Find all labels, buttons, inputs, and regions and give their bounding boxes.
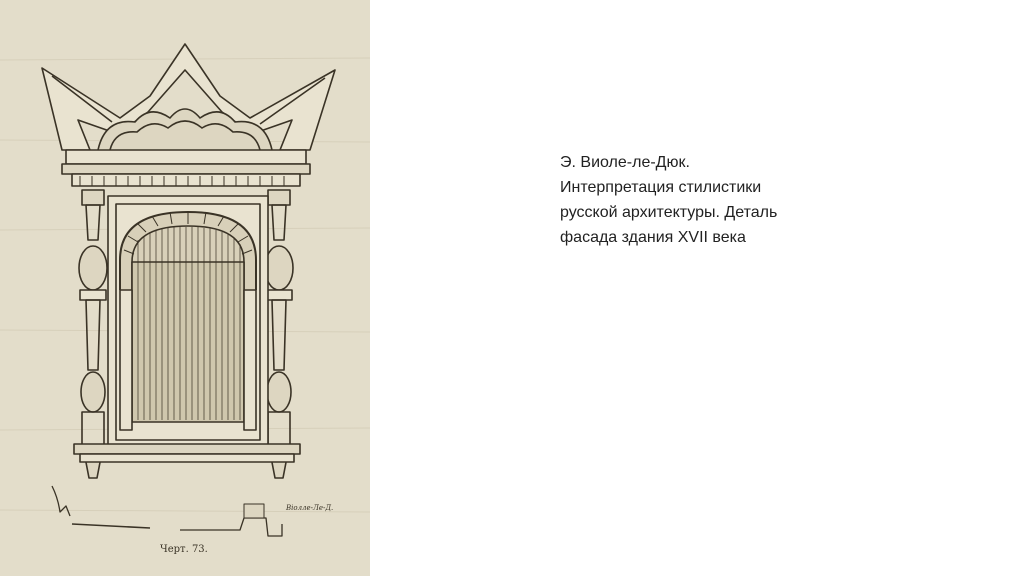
plate-label: Черт. 73. <box>160 544 208 555</box>
artist-signature: Вiоллe-Ле-Д. <box>286 504 334 512</box>
caption-line-2: русской архитектуры. Деталь <box>560 204 778 221</box>
caption-line-author: Э. Виоле-ле-Дюк. <box>560 154 690 171</box>
caption-line-1: Интерпретация стилистики <box>560 179 762 196</box>
engraving-image <box>0 0 370 576</box>
caption-line-3: фасада здания XVII века <box>560 229 746 246</box>
caption-text <box>560 150 860 250</box>
window-frame-drawing <box>0 0 370 576</box>
